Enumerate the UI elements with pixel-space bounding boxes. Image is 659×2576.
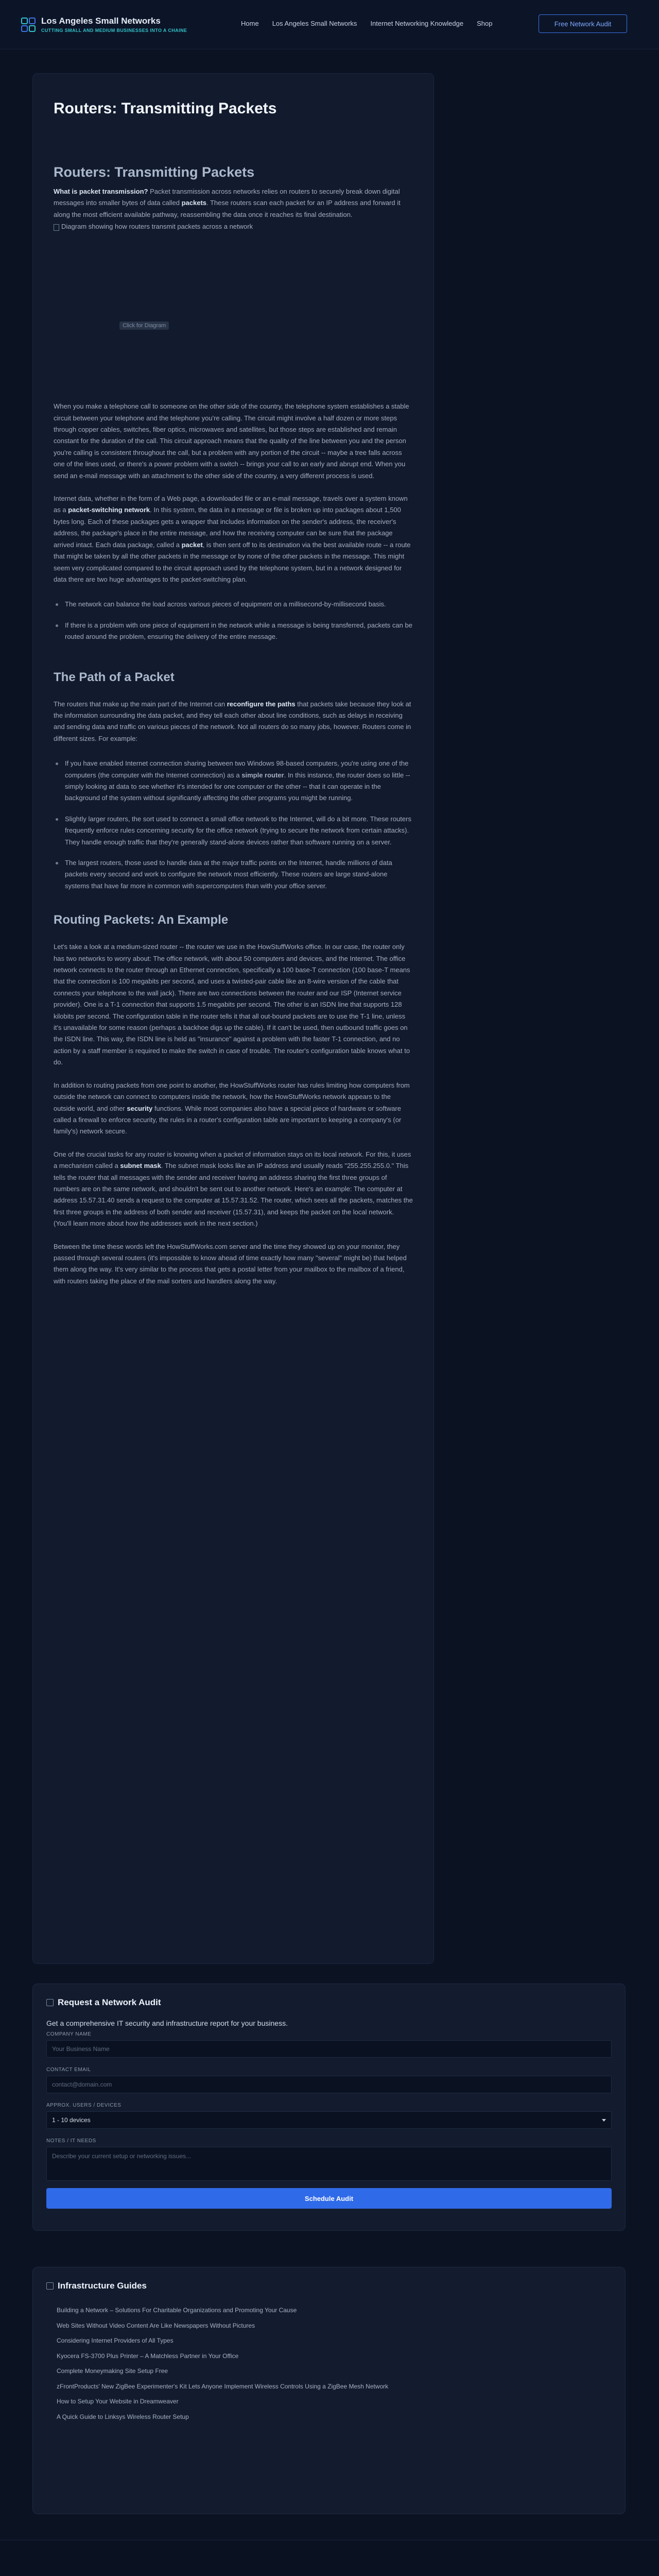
list-item — [54, 758, 413, 804]
p6-text-a: One of the crucial tasks for any router is knowing when a packet of information stays on its local network. For this, it uses a mechanism called a — [54, 1150, 411, 1170]
router-size-text-end: . In this instance, the router does so little -- simply looking at data to see whether it's intended for one computer or the other -- that it can operate in the background of the system without significantly affecting the other programs you might be running. — [65, 771, 410, 802]
audit-form-title — [46, 1997, 612, 2008]
p2-text-a: Internet data, whether in the form of a Web page, a downloaded file or an e-mail message, travels over a system known as a — [54, 495, 408, 514]
brand[interactable] — [21, 16, 187, 33]
company-name-label: COMPANY NAME — [46, 2031, 92, 2037]
guide-link[interactable]: Building a Network – Solutions For Charitable Organizations and Promoting Your Cause — [57, 2307, 297, 2314]
network-logo-icon — [21, 17, 36, 32]
brand-tagline: CUTTING SMALL AND MEDIUM BUSINESSES INTO A CHAINE — [41, 28, 187, 33]
p5-text-a: In addition to routing packets from one point to another, the HowStuffWorks router has rules limiting how computers from outside the network can connect to computers inside the network, how the HowStuffWorks network appears to the outside world, and other — [54, 1081, 410, 1112]
guide-link[interactable]: How to Setup Your Website in Dreamweaver — [57, 2398, 179, 2405]
clipboard-icon — [46, 1999, 54, 2006]
notes-label: NOTES / IT NEEDS — [46, 2138, 96, 2144]
section-title: Routers: Transmitting Packets — [54, 164, 255, 180]
intro-bold: packets — [181, 199, 206, 207]
guides-title — [46, 2281, 612, 2291]
heading-routing-example: Routing Packets: An Example — [54, 913, 229, 927]
heading-path-of-packet: The Path of a Packet — [54, 670, 175, 684]
nav-home[interactable]: Home — [241, 20, 259, 27]
p3-text-a: The routers that make up the main part of the Internet can — [54, 700, 227, 708]
contact-email-label: CONTACT EMAIL — [46, 2067, 91, 2073]
guide-link[interactable]: Complete Moneymaking Site Setup Free — [57, 2367, 168, 2375]
brand-title: Los Angeles Small Networks — [41, 16, 161, 26]
router-size-text: If you have enabled Internet connection sharing between two Windows 98-based computers, you're using one of the computers (the computer with the Internet connection) as a — [65, 759, 409, 779]
p6-bold: subnet mask — [120, 1162, 161, 1170]
p3-bold: reconfigure the paths — [227, 700, 296, 708]
schedule-audit-button[interactable]: Schedule Audit — [46, 2188, 612, 2209]
router-sizes-list — [54, 758, 413, 892]
paragraph-packet-switching — [54, 493, 413, 585]
audit-title-text: Request a Network Audit — [58, 1997, 161, 2007]
router-size-bold: simple router — [241, 771, 284, 779]
contact-email-input[interactable]: contact@domain.com — [46, 2076, 612, 2093]
guide-link[interactable]: A Quick Guide to Linksys Wireless Router Setup — [57, 2413, 189, 2420]
page-title: Routers: Transmitting Packets — [54, 100, 277, 117]
intro-text-2: . These routers scan each packet for an IP address and forward it along the most efficient available pathway, reassembling the data once it reaches its final destination. — [54, 199, 401, 218]
network-audit-form — [32, 1984, 626, 2231]
article-card — [32, 73, 434, 1964]
p5-bold: security — [127, 1104, 153, 1112]
paragraph-telephone: When you make a telephone call to someone on the other side of the country, the telephone system establishes a stable circuit between your telephone and the telephone you're calling. The circuit might involve a half dozen or more steps through copper cables, switches, fiber optics, microwaves and satellites, but those steps are established and remain constant for the duration of the call. This circuit approach means that the quality of the line between you and the person you're calling is consistent throughout the call, but a problem with any portion of the circuit -- maybe a tree falls across one of the lines used, or there's a power problem with a switch -- brings your call to an early and abrupt end. When you send an e-mail message with an attachment to the other side of the country, a very different process is used. — [54, 402, 409, 480]
p2-text-c: . In this system, the data in a message or file is broken up into packages about 1,500 bytes long. Each of these packages gets a wrapper that includes information on the sender's address, the receiver's address, the package's place in the entire message, and how the receiving computer can be sure that the package arrived intact. Each data package, called a — [54, 506, 401, 549]
guides-list — [46, 2307, 612, 2428]
chevron-down-icon — [602, 2119, 606, 2122]
guide-link[interactable]: Kyocera FS-3700 Plus Printer – A Matchless Partner in Your Office — [57, 2352, 239, 2360]
list-item: The network can balance the load across various pieces of equipment on a millisecond-by-millisecond basis. — [54, 599, 413, 610]
guide-link[interactable]: zFrontProducts' New ZigBee Experimenter's Kit Lets Anyone Implement Wireless Controls Using a ZigBee Mesh Network — [57, 2382, 389, 2390]
devices-selected-value: 1 - 10 devices — [52, 2116, 91, 2124]
p2-text-d: , is then sent off to its destination via the best available route -- a route that might be taken by all the other packets in the message or by none of the other packets in the message. This might seem very complicated compared to the circuit approach used by the telephone system, but in a network designed for data there are two huge advantages to the packet-switching plan. — [54, 540, 411, 583]
intro-lead: What is packet transmission? — [54, 188, 148, 195]
nav-networking-knowledge[interactable]: Internet Networking Knowledge — [370, 20, 464, 27]
diagram-image[interactable] — [54, 223, 413, 389]
image-alt — [54, 223, 413, 231]
site-footer — [0, 2540, 659, 2576]
site-header — [0, 0, 659, 49]
p2-bold-packet: packet — [181, 540, 203, 549]
p2-bold-packet-switching: packet-switching network — [68, 506, 150, 514]
list-item: The largest routers, those used to handle data at the major traffic points on the Internet, handle millions of data packets every second and work to configure the network most efficiently. These routers are large stand-alone systems that have far more in common with supercomputers than with your office server. — [54, 857, 413, 892]
guide-link[interactable]: Considering Internet Providers of All Types — [57, 2337, 174, 2344]
audit-form-subtitle: Get a comprehensive IT security and infrastructure report for your business. — [46, 2019, 288, 2027]
image-caption[interactable]: Click for Diagram — [119, 321, 169, 330]
infrastructure-guides — [32, 2267, 626, 2514]
nav-shop[interactable]: Shop — [477, 20, 493, 27]
paragraph-conclusion: Between the time these words left the HowStuffWorks.com server and the time they showed up on your monitor, they passed through several routers (it's impossible to know ahead of time exactly how many "several" might be) that helped them along the way. It's very similar to the process that gets a postal letter from your mailbox to the mailbox of a friend, with routers taking the place of the mail sorters and handlers along the way. — [54, 1242, 407, 1285]
company-name-input[interactable]: Your Business Name — [46, 2040, 612, 2058]
paragraph-security — [54, 1080, 413, 1138]
book-icon — [46, 2282, 54, 2290]
p6-text-c: . The subnet mask looks like an IP address and usually reads "255.255.255.0." This tells the router that all messages with the sender and receiver having an address sharing the first three groups of numbers are on the same network, and shouldn't be sent out to another network. Here's an example: The computer at address 15.57.31.40 sends a request to the computer at 15.57.31.52. The router, which sees all the packets, matches the first three groups in the address of both sender and receiver (15.57.31), and keeps the packet on the local network. (You'll learn more about how the addresses work in the next section.) — [54, 1162, 413, 1228]
guide-link[interactable]: Web Sites Without Video Content Are Like Newspapers Without Pictures — [57, 2321, 255, 2329]
paragraph-reconfigure — [54, 699, 413, 745]
main-nav — [241, 20, 492, 27]
paragraph-medium-router: Let's take a look at a medium-sized router -- the router we use in the HowStuffWorks office. In our case, the router only has two networks to worry about: The office network, with about 50 computers and devices, and the Internet. The office network connects to the router through an Ethernet connection, specifically a 100 base-T connection (100 base-T means that the connection is 100 megabits per second, and uses a twisted-pair cable like an 8-wire version of the cable that connects your telephone to the wall jack). There are two connections between the router and our ISP (Internet service provider). One is a T-1 connection that supports 1.5 megabits per second. The other is an ISDN line that supports 128 kilobits per second. The configuration table in the router tells it that all out-bound packets are to use the T-1 line, unless it's unavailable for some reason (perhaps a backhoe digs up the cable). If it can't be used, then outbound traffic goes on the ISDN line. This way, the ISDN line is held as "insurance" against a problem with the faster T-1 connection, and no action by a staff member is required to make the switch in case of trouble. The router's configuration table knows what to do. — [54, 943, 410, 1066]
guides-title-text: Infrastructure Guides — [58, 2281, 147, 2291]
devices-label: APPROX. USERS / DEVICES — [46, 2103, 122, 2108]
image-alt-text: Diagram showing how routers transmit packets across a network — [61, 223, 253, 231]
nav-small-networks[interactable]: Los Angeles Small Networks — [272, 20, 357, 27]
p5-text-c: functions. While most companies also have a special piece of hardware or software called a firewall to enforce security, the rules in a router's configuration table are important to keeping a company's (or family's) network secure. — [54, 1104, 402, 1136]
advantages-list — [54, 599, 413, 642]
paragraph-subnet-mask — [54, 1149, 413, 1230]
intro-text-1: Packet transmission across networks relies on routers to securely break down digital messages into smaller bytes of data called — [54, 188, 400, 207]
p3-text-c: that packets take because they look at the information surrounding the data packet, and they tell each other about line conditions, such as delays in receiving and sending data and traffic on various pieces of the network. Not all routers do so many jobs, however. Routers come in different sizes. For example: — [54, 700, 411, 742]
list-item: Slightly larger routers, the sort used to connect a small office network to the Internet, will do a bit more. These routers frequently enforce rules concerning security for the office network (trying to secure the network from certain attacks). They handle enough traffic that they're generally stand-alone devices rather than software running on a server. — [54, 814, 413, 848]
free-network-audit-button[interactable]: Free Network Audit — [539, 14, 627, 33]
devices-select[interactable] — [46, 2111, 612, 2129]
broken-image-icon — [54, 224, 59, 231]
intro-paragraph — [54, 186, 413, 221]
list-item: If there is a problem with one piece of equipment in the network while a message is being transferred, packets can be routed around the problem, ensuring the delivery of the entire message. — [54, 620, 413, 643]
notes-textarea[interactable]: Describe your current setup or networking issues... — [46, 2147, 612, 2181]
